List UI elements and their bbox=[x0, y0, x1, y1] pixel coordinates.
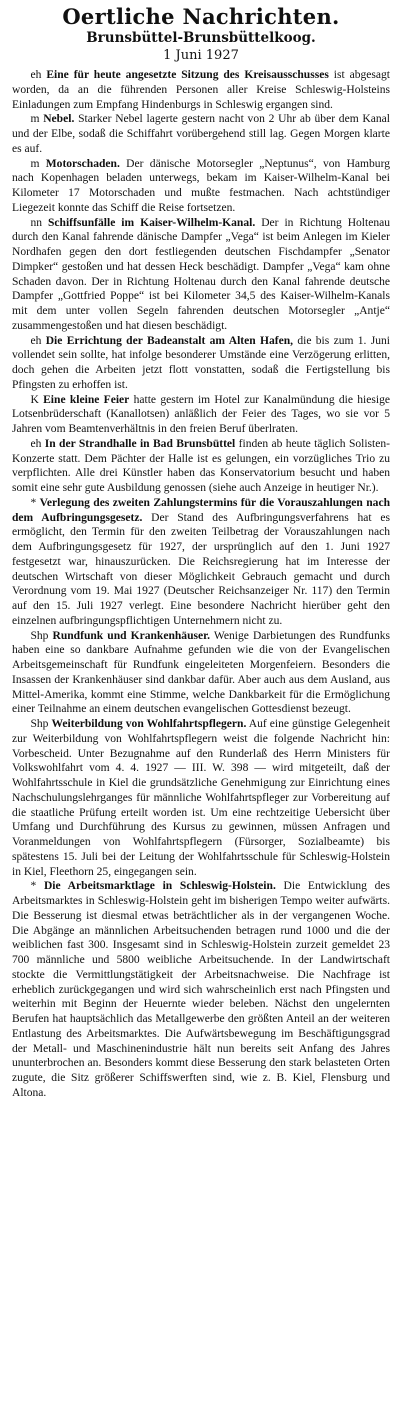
item-tag: * bbox=[30, 496, 37, 509]
item-text: Wenige Darbietungen des Rundfunks haben eine so dankbare Aufnahme gefunden wie die von der Evangelischen Arbeitsgemeinschaft für Rundfunk eingeleiteten Morgenfeiern. Besonders die Insassen der Krankenhäuser sind dankbar dafür. Aber auch aus dem Ausland, aus Mittel-Amerika, kommt eine Stimme, welche Dankbarkeit für die Ermöglichung einer Teilnahme an einem deutschen evangelischen Gottesdienst bezeugt. bbox=[12, 629, 390, 716]
item-text: ist abgesagt worden, da an die führenden Personen aller Kreise Schleswig-Holsteins Einladungen zum Empfang Hindenburgs in Schleswig ergangen sind. bbox=[12, 69, 391, 111]
news-item-wohlfahrtspfleger bbox=[12, 717, 390, 879]
page-title: Oertliche Nachrichten. bbox=[62, 4, 340, 29]
news-item-schiffsunfaelle bbox=[12, 216, 390, 334]
item-text: die bis zum 1. Juni vollendet sein sollte, hat infolge besonderer Umstände eine Verzögerung erlitten, doch gehen die Arbeiten jetzt flott vonstatten, sodaß die Fertigstellung bis Pfingsten zu erhoffen ist. bbox=[12, 334, 391, 391]
item-text: finden ab heute täglich Solisten-Konzerte statt. Dem Pächter der Halle ist es gelungen, ein vorzügliches Trio zu verpflichten. Alle drei Künstler haben das Konservatorium besucht und haben somit eine sehr gute Ausbildung genossen (siehe auch Anzeige in heutiger Nr.). bbox=[12, 437, 391, 494]
news-item-nebel bbox=[12, 112, 390, 156]
item-text: Der dänische Motorsegler „Neptunus“, von Hamburg nach Kopenhagen beladen unterwegs, bekam im Kaiser-Wilhelm-Kanal bei Kilometer 17 Motorschaden und mußte festmachen. Nach achtstündiger Liegezeit konnte das Schiff die Reise fortsetzen. bbox=[12, 157, 390, 214]
news-item-feier bbox=[12, 393, 390, 437]
item-text: Starker Nebel lagerte gestern nacht von 2 Uhr ab über dem Kanal und der Elbe, sodaß die Schiffahrt vorübergehend still lag. Gegen Morgen klarte es auf. bbox=[12, 113, 390, 155]
item-text: Auf eine günstige Gelegenheit zur Weiterbildung von Wohlfahrtspflegern weist die folgende Nachricht hin: Vorbescheid. Unter Bezugnahme auf den Runderlaß des Herrn Ministers für Volkswohlfahrt vom 4. 4. 1927 — III. W. 398 — wird mitgeteilt, daß der Wohlfahrtsschule in Kiel die grundsätzliche Genehmigung zur Einrichtung eines Nachschulungslehrganges für männliche Wohlfahrtspfleger zur Vorbereitung auf die staatliche Prüfung erteilt worden ist. Um eine rechtzeitige Uebersicht über Umfang und Durchführung des Kursus zu gewinnen, müssen Anfragen und Voranmeldungen von Wohlfahrtspflegern (Fürsorger, Sozialbeamte) bis spätestens 15. Juli bei der Leitung der Wohlfahrtsschule für Schleswig-Holstein in Kiel, Fleethorn 25, eingegangen sein. bbox=[12, 718, 391, 878]
item-headline: Rundfunk und Krankenhäuser. bbox=[52, 629, 211, 642]
item-tag: K bbox=[30, 393, 39, 406]
item-tag: m bbox=[30, 113, 40, 126]
issue-date: 1 Juni 1927 bbox=[163, 48, 239, 63]
news-item-arbeitsmarkt bbox=[12, 879, 390, 1100]
news-column bbox=[12, 68, 390, 1101]
item-tag: Shp bbox=[30, 718, 49, 730]
item-tag: eh bbox=[30, 334, 42, 347]
item-text: Der Stand des Aufbringungsverfahrens hat es ermöglicht, den Termin für den zweiten Teilbetrag der Vorauszahlungen nach dem Aufbringungsgesetz für 1927, der ursprünglich auf den 1. Juni 1927 festgesetzt war, hinauszurücken. Die Reichsregierung hat im Interesse der deutschen Wirtschaft von dieser Möglichkeit Gebrauch gemacht und durch Verordnung vom 19. Mai 1927 (Deutscher Reichsanzeiger Nr. 117) den Termin auf den 15. Juli 1927 verlegt. Eine besondere Nachricht hierüber geht den einzelnen aufbringungspflichtigen Unternehmern nicht zu. bbox=[12, 511, 390, 627]
locality-heading: Brunsbüttel-Brunsbüttelkoog. bbox=[86, 30, 316, 46]
item-headline: Die Errichtung der Badeanstalt am Alten Hafen, bbox=[45, 334, 294, 347]
item-tag: eh bbox=[30, 69, 42, 81]
item-headline: Motorschaden. bbox=[45, 157, 120, 170]
news-item-rundfunk bbox=[12, 629, 390, 718]
item-headline: Nebel. bbox=[43, 113, 75, 126]
item-tag: m bbox=[30, 157, 40, 170]
item-text: Die Entwicklung des Arbeitsmarktes in Schleswig-Holstein geht im bisherigen Tempo weiter aufwärts. Die Besserung ist diesmal etwas beträchtlicher als in der vergangenen Woche. Die Abgänge an männlichen Arbeitsuchenden betragen rund 1000 und die der weiblichen fast 300. Insgesamt sind in Schleswig-Holstein zurzeit gemeldet 23 700 männliche und 5800 weibliche Arbeitsuchende. In der Landwirtschaft stockte die Vermittlungstätigkeit der Arbeitsnachweise. Die Nachfrage ist erheblich zurückgegangen und wird sich wahrscheinlich erst nach Pfingsten und weiterhin mit Beginn der Heuernte wieder beleben. Nächst den ungelernten Berufen hat hauptsächlich das Metallgewerbe den größten Anteil an der weiteren Entlastung des Arbeitsmarktes. Die Aufwärtsbewegung im Beschäftigungsgrad der Metall- und Maschinenindustrie hält nun bereits seit Anfang des Jahres ununterbrochen an. Besonders kommt diese Besserung den stark belasteten Orten zugute, die Sitz größerer Schiffswerften sind, wie z. B. Kiel, Flensburg und Altona. bbox=[12, 880, 391, 1099]
item-tag: Shp bbox=[30, 629, 49, 642]
item-tag: nn bbox=[30, 216, 43, 229]
item-text: Der in Richtung Holtenau durch den Kanal fahrende dänische Dampfer „Vega“ ist beim Anlegen im Kieler Nordhafen gegen den dort festliegenden deutschen Fischdampfer „Senator Dimpker“ gestoßen und hat dessen Heck beschädigt. Dampfer „Vega“ kam ohne Schaden davon. Der in Richtung Holtenau durch den Kanal fahrende deutsche Dampfer „Gottfried Poppe“ ist bei Kilometer 34,5 des Kaiser-Wilhelm-Kanals mit dem unter vollen Segeln fahrenden deutschen Motorsegler „Antje“ zusammengestoßen und hat diesen beschädigt. bbox=[12, 216, 391, 332]
item-headline: Eine für heute angesetzte Sitzung des Kreisausschusses bbox=[46, 69, 329, 81]
news-item-badeanstalt bbox=[12, 334, 390, 393]
masthead bbox=[12, 4, 390, 64]
news-item-motorschaden bbox=[12, 157, 390, 216]
item-headline: Eine kleine Feier bbox=[43, 393, 130, 406]
item-headline: In der Strandhalle in Bad Brunsbüttel bbox=[44, 437, 236, 450]
item-tag: * bbox=[30, 880, 37, 893]
item-headline: Weiterbildung von Wohlfahrtspflegern. bbox=[51, 718, 247, 730]
news-item-kreisausschuss bbox=[12, 68, 390, 112]
news-item-zahlungstermin bbox=[12, 496, 390, 629]
item-tag: eh bbox=[30, 437, 42, 450]
item-headline: Verlegung des zweiten Zahlungstermins für die Vorauszahlungen nach dem Aufbringungsgesetz. bbox=[12, 496, 390, 524]
item-headline: Schiffsunfälle im Kaiser-Wilhelm-Kanal. bbox=[47, 216, 256, 229]
item-headline: Die Arbeitsmarktlage in Schleswig-Holstein. bbox=[43, 880, 276, 893]
item-text: hatte gestern im Hotel zur Kanalmündung die hiesige Lotsenbrüderschaft (Kanallotsen) anläßlich der Feier des Tages, wo sie vor 5 Jahren vom Beamtenverhältnis in den freien Beruf überlraten. bbox=[12, 393, 390, 435]
news-item-strandhalle bbox=[12, 437, 390, 496]
